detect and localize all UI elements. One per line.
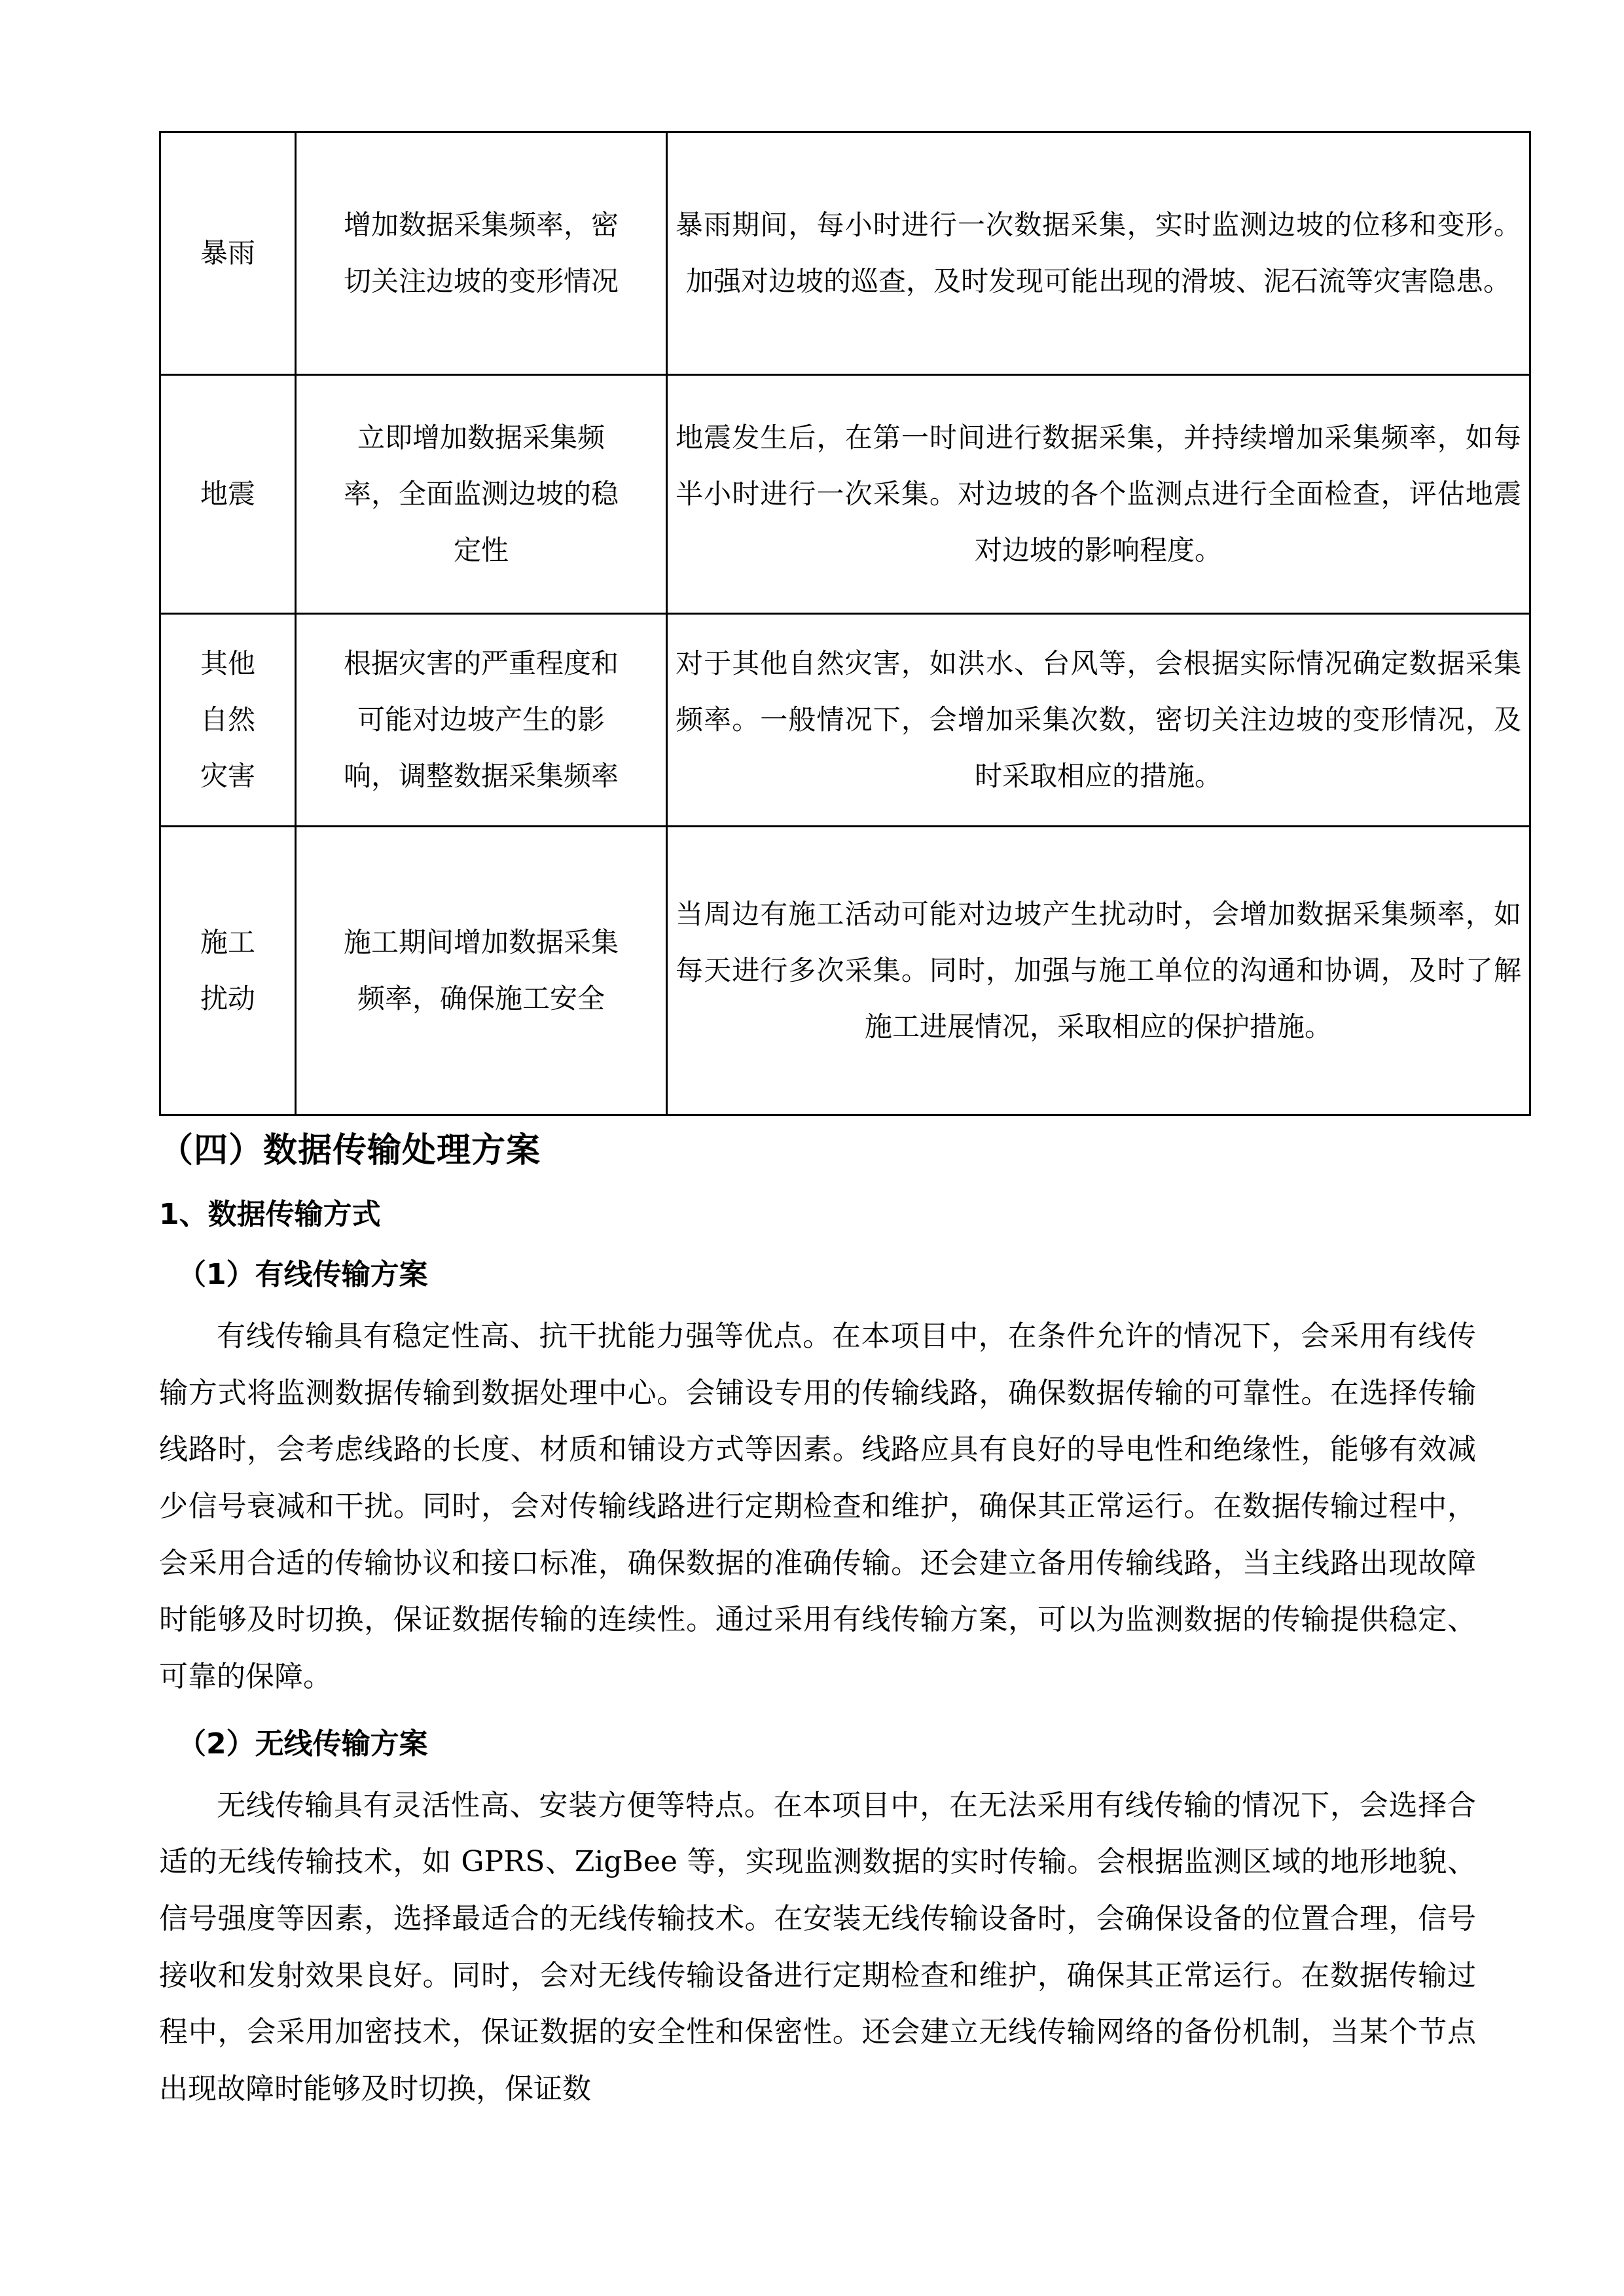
paragraph-wireless-transmission: 无线传输具有灵活性高、安装方便等特点。在本项目中，在无法采用有线传输的情况下，会选择合适的无线传输技术，如 GPRS、ZigBee 等，实现监测数据的实时传输。会根据监测区域的地形地貌、信号强度等因素，选择最适合的无线传输技术。在安装无线传输设备时，会确保设备的位置合理，信号接收和发射效果良好。同时，会对无线传输设备进行定期检查和维护，确保其正常运行。在数据传输过程中，会采用加密技术，保证数据的安全性和保密性。还会建立无线传输网络的备份机制，当某个节点出现故障时能够及时切换，保证数 xyxy=(159,1788,1476,2106)
detail-cell xyxy=(667,614,1530,827)
measure-line: 施工期间增加数据采集 xyxy=(343,925,619,958)
hazard-type-label: 施工 xyxy=(200,925,255,958)
hazard-type-label: 其他 xyxy=(200,647,255,679)
table-row xyxy=(160,827,1530,1115)
detail-text: 暴雨期间，每小时进行一次数据采集，实时监测边坡的位移和变形。加强对边坡的巡查，及时发现可能出现的滑坡、泥石流等灾害隐患。 xyxy=(676,208,1521,297)
paragraph-wired-transmission: 有线传输具有稳定性高、抗干扰能力强等优点。在本项目中，在条件允许的情况下，会采用有线传输方式将监测数据传输到数据处理中心。会铺设专用的传输线路，确保数据传输的可靠性。在选择传输线路时，会考虑线路的长度、材质和铺设方式等因素。线路应具有良好的导电性和绝缘性，能够有效减少信号衰减和干扰。同时，会对传输线路进行定期检查和维护，确保其正常运行。在数据传输过程中，会采用合适的传输协议和接口标准，确保数据的准确传输。还会建立备用传输线路，当主线路出现故障时能够及时切换，保证数据传输的连续性。通过采用有线传输方案，可以为监测数据的传输提供稳定、可靠的保障。 xyxy=(159,1319,1476,1694)
measure-line: 频率，确保施工安全 xyxy=(357,982,605,1014)
table-row xyxy=(160,132,1530,375)
hazard-type-cell xyxy=(160,614,296,827)
item-heading-wireless: （2）无线传输方案 xyxy=(177,1727,428,1761)
measure-line: 立即增加数据采集频 xyxy=(357,421,605,454)
measure-line: 率，全面监测边坡的稳 xyxy=(343,477,619,510)
measure-line: 切关注边坡的变形情况 xyxy=(343,265,619,297)
hazard-type-label: 扰动 xyxy=(200,982,255,1014)
detail-cell xyxy=(667,132,1530,375)
measure-cell xyxy=(296,132,667,375)
subsection-heading: 1、数据传输方式 xyxy=(159,1198,381,1231)
table-row xyxy=(160,614,1530,827)
hazard-type-label: 自然 xyxy=(200,703,255,736)
measure-line: 响，调整数据采集频率 xyxy=(343,760,619,793)
hazard-type-cell xyxy=(160,827,296,1115)
measure-line: 定性 xyxy=(453,534,509,567)
hazard-type-label: 暴雨 xyxy=(200,236,255,269)
detail-text: 地震发生后，在第一时间进行数据采集，并持续增加采集频率，如每半小时进行一次采集。对边坡的各个监测点进行全面检查，评估地震对边坡的影响程度。 xyxy=(676,421,1521,567)
page-content xyxy=(159,0,1521,2118)
section-heading: （四）数据传输处理方案 xyxy=(159,1131,541,1170)
detail-text: 当周边有施工活动可能对边坡产生扰动时，会增加数据采集频率，如每天进行多次采集。同时，加强与施工单位的沟通和协调，及时了解施工进展情况，采取相应的保护措施。 xyxy=(676,897,1521,1043)
hazard-type-cell xyxy=(160,132,296,375)
measure-line: 增加数据采集频率，密 xyxy=(343,208,619,241)
table-row xyxy=(160,375,1530,614)
measure-cell xyxy=(296,614,667,827)
item-heading-wired: （1）有线传输方案 xyxy=(177,1258,428,1291)
detail-cell xyxy=(667,375,1530,614)
hazard-response-table xyxy=(159,131,1531,1116)
hazard-type-label: 地震 xyxy=(200,477,255,510)
measure-cell xyxy=(296,375,667,614)
measure-cell xyxy=(296,827,667,1115)
detail-text: 对于其他自然灾害，如洪水、台风等，会根据实际情况确定数据采集频率。一般情况下，会增加采集次数，密切关注边坡的变形情况，及时采取相应的措施。 xyxy=(676,647,1521,793)
hazard-type-cell xyxy=(160,375,296,614)
measure-line: 根据灾害的严重程度和 xyxy=(343,647,619,679)
detail-cell xyxy=(667,827,1530,1115)
measure-line: 可能对边坡产生的影 xyxy=(357,703,605,736)
hazard-type-label: 灾害 xyxy=(200,760,255,793)
